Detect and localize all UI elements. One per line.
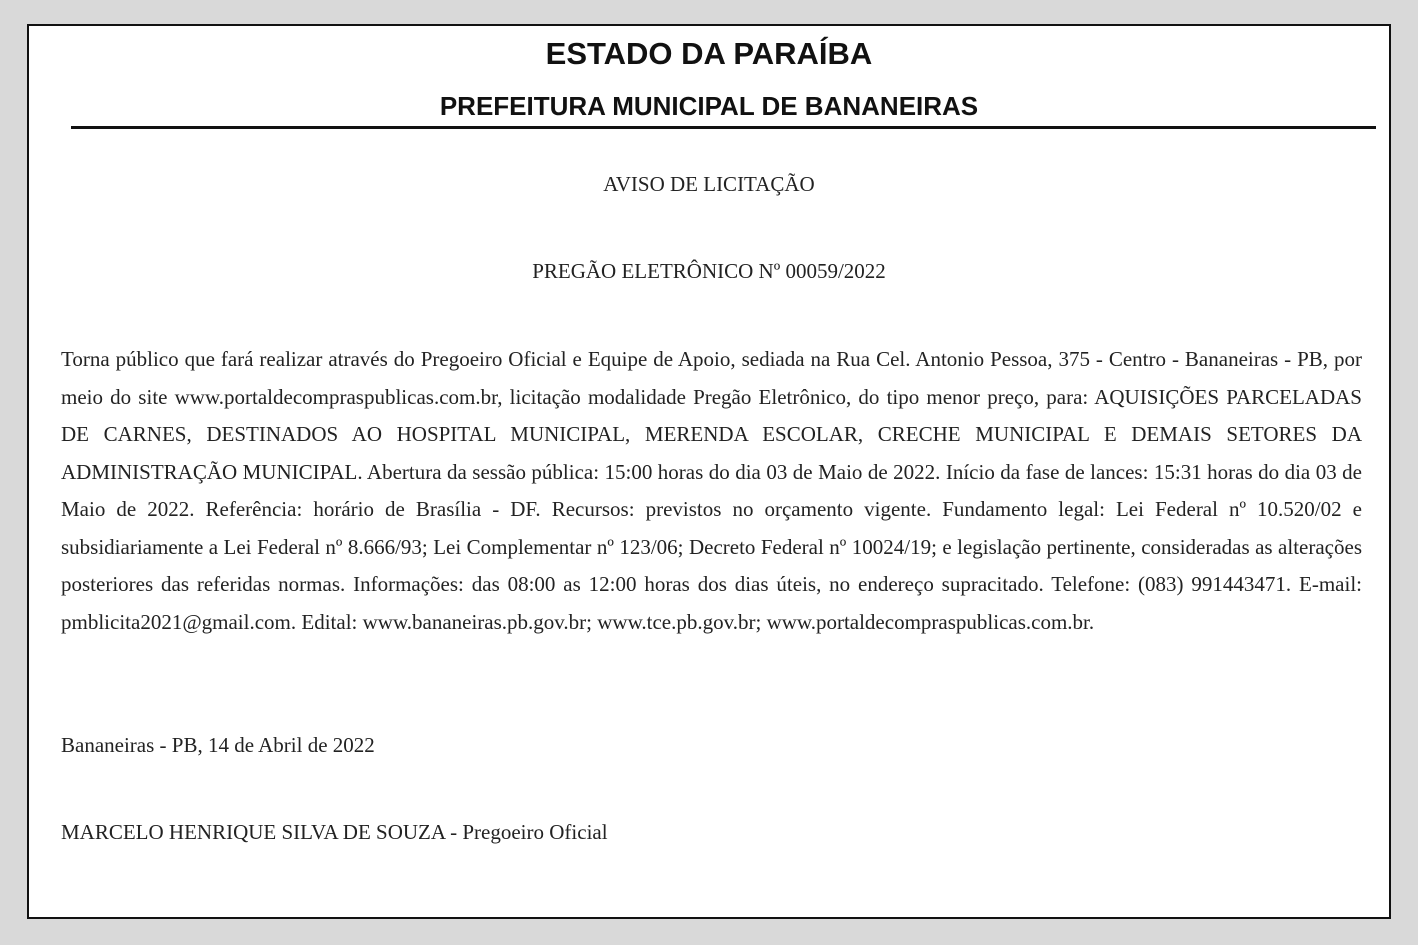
signature-line: MARCELO HENRIQUE SILVA DE SOUZA - Pregoeiro Oficial xyxy=(61,820,608,844)
state-heading: ESTADO DA PARAÍBA xyxy=(545,36,873,71)
place-date: Bananeiras - PB, 14 de Abril de 2022 xyxy=(61,733,375,757)
notice-body: Torna público que fará realizar através do Pregoeiro Oficial e Equipe de Apoio, sediada na Rua Cel. Antonio Pessoa, 375 - Centro - Bananeiras - PB, por meio do site www.portaldecompraspublicas.com.br, licitação modalidade Pregão Eletrônico, do tipo menor preço, para: AQUISIÇÕES PARCELADAS DE CARNES, DESTINADOS AO HOSPITAL MUNICIPAL, MERENDA ESCOLAR, CRECHE MUNICIPAL E DEMAIS SETORES DA ADMINISTRAÇÃO MUNICIPAL. Abertura da sessão pública: 15:00 horas do dia 03 de Maio de 2022. Início da fase de lances: 15:31 horas do dia 03 de Maio de 2022. Referência: horário de Brasília - DF. Recursos: previstos no orçamento vigente. Fundamento legal: Lei Federal nº 10.520/02 e subsidiariamente a Lei Federal nº 8.666/93; Lei Complementar nº 123/06; Decreto Federal nº 10024/19; e legislação pertinente, consideradas as alterações posteriores das referidas normas. Informações: das 08:00 as 12:00 horas dos dias úteis, no endereço supracitado. Telefone: (083) 991443471. E-mail: pmblicita2021@gmail.com. Edital: www.bananeiras.pb.gov.br; www.tce.pb.gov.br; www.portaldecompraspublicas.com.br. xyxy=(61,347,1362,634)
header-divider xyxy=(71,126,1376,129)
notice-title: AVISO DE LICITAÇÃO xyxy=(603,172,815,196)
notice-page xyxy=(27,24,1391,919)
procedure-title: PREGÃO ELETRÔNICO Nº 00059/2022 xyxy=(532,259,886,283)
municipality-heading: PREFEITURA MUNICIPAL DE BANANEIRAS xyxy=(439,91,979,121)
